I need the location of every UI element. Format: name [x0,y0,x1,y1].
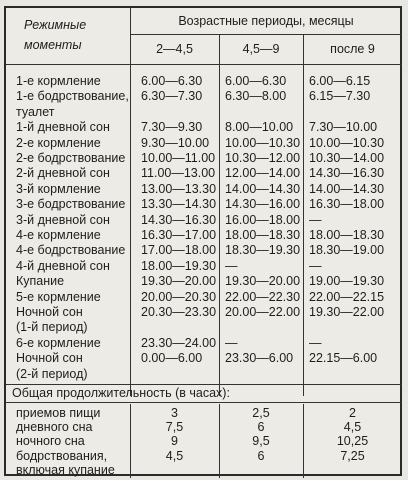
row-value-period-1: 10.00—11.00 [141,151,216,165]
row-value-period-1: 17.00—18.00 [141,243,217,258]
row-value-period-1: 9.30—10.00 [141,135,210,150]
summary-title: Общая продолжительность (в часах): [12,386,230,400]
row-value-period-1: 20.00—20.30 [141,289,217,304]
row-value-period-2: 23.30—6.00 [225,351,294,366]
row-value-period-2: 10.30—12.00 [225,151,301,165]
row-value-period-1: 6.00—6.30 [141,74,203,88]
row-value-period-2: 20.00—22.00 [225,305,301,319]
row-label: 2-й дневной сон [16,166,110,181]
header-group-title: Возрастные периоды, месяцы [178,14,354,28]
row-value-period-3: 22.15—6.00 [309,351,378,366]
row-value-period-1: 23.30—24.00 [141,335,217,350]
header-bottom-line [6,64,402,65]
summary-value-period-2: 2,5 [252,406,270,420]
row-value-period-2: — [225,335,238,350]
row-value-period-3: 14.00—14.30 [309,181,385,196]
header-col1-line2: моменты [24,38,82,52]
row-label: 4-е бодрствование [16,243,126,258]
row-label: 3-й дневной сон [16,212,110,227]
row-label: 1-е бодрствование, [16,89,129,104]
row-label: 5-е кормление [16,289,101,304]
row-value-period-3: 6.00—6.15 [309,74,371,88]
row-value-period-1: 11.00—13.00 [141,166,216,181]
row-label: Ночной сон [16,305,83,319]
row-value-period-1: 13.00—13.30 [141,181,217,196]
row-value-period-2: 6.00—6.30 [225,74,287,88]
row-value-period-3: 16.30—18.00 [309,197,385,212]
row-value-period-3: — [309,335,322,350]
row-label: 4-й дневной сон [16,258,110,273]
row-label: (2-й период) [16,366,88,381]
row-label: 4-е кормление [16,228,101,242]
row-value-period-2: 18.00—18.30 [225,228,301,242]
row-value-period-2: 10.00—10.30 [225,135,301,150]
column-divider [303,34,304,396]
summary-value-period-2: 6 [257,420,265,435]
row-value-period-2: 18.30—19.30 [225,243,301,258]
row-label: 2-е кормление [16,135,101,150]
row-label: Ночной сон [16,351,83,366]
row-value-period-3: 22.00—22.15 [309,289,385,304]
row-label: Купание [16,274,65,289]
column-divider [219,34,220,396]
row-value-period-1: 20.30—23.30 [141,305,217,319]
summary-value-period-3: 2 [349,406,356,420]
row-value-period-2: 22.00—22.30 [225,289,301,304]
row-value-period-1: 7.30—9.30 [141,120,203,135]
summary-label: дневного сна [16,420,93,435]
row-label: 6-е кормление [16,335,101,350]
row-label: (1-й период) [16,320,88,335]
row-value-period-2: 14.00—14.30 [225,181,301,196]
row-value-period-2: 14.30—16.00 [225,197,301,212]
row-value-period-3: 19.00—19.30 [309,274,385,289]
row-label: 1-е кормление [16,74,101,88]
summary-value-period-3: 4,5 [343,420,362,435]
row-value-period-3: 19.30—22.00 [309,305,385,319]
row-value-period-2: 19.30—20.00 [225,274,301,289]
row-value-period-1: 16.30—17.00 [141,228,217,242]
row-value-period-3: — [309,258,322,273]
summary-value-period-3: 7,25 [340,448,365,463]
row-value-period-1: 18.00—19.30 [141,258,217,273]
summary-value-period-3: 10,25 [336,434,369,449]
row-value-period-2: 6.30—8.00 [225,89,287,104]
row-value-period-3: 18.30—19.00 [309,243,385,258]
row-value-period-1: 13.30—14.30 [141,197,217,212]
column-divider [130,8,131,396]
row-value-period-3: 10.00—10.30 [309,135,385,150]
header-subline [130,34,402,35]
row-value-period-2: 8.00—10.00 [225,120,294,135]
summary-value-period-2: 6 [257,448,265,463]
header-period-1: 2—4,5 [156,42,193,56]
row-value-period-2: 12.00—14.00 [225,166,301,181]
summary-value-period-1: 4,5 [165,448,184,463]
summary-label: включая купание [16,462,115,477]
row-value-period-3: 7.30—10.00 [309,120,378,135]
summary-label: приемов пищи [16,406,101,420]
summary-value-period-1: 3 [171,406,178,420]
summary-value-period-2: 9,5 [252,434,270,449]
row-value-period-2: — [225,258,238,273]
row-value-period-1: 14.30—16.30 [141,212,217,227]
summary-value-period-1: 7,5 [165,420,184,435]
row-label: 1-й дневной сон [16,120,110,135]
row-value-period-1: 19.30—20.00 [141,274,217,289]
row-label: 2-е бодрствование [16,151,126,165]
header-period-3: после 9 [330,42,375,56]
row-value-period-3: 14.30—16.30 [309,166,385,181]
row-label: 3-е бодрствование [16,197,126,212]
row-value-period-3: 6.15—7.30 [309,89,371,104]
row-value-period-3: — [309,212,322,227]
row-value-period-1: 0.00—6.00 [141,351,203,366]
row-value-period-2: 16.00—18.00 [225,212,301,227]
summary-label: ночного сна [16,434,85,449]
row-value-period-3: 10.30—14.00 [309,151,385,165]
summary-label: бодрствования, [16,448,108,463]
header-col1-line1: Режимные [24,18,87,32]
summary-value-period-1: 9 [171,434,178,449]
header-period-2: 4,5—9 [242,42,280,56]
summary-title-line [6,402,402,403]
row-label: туалет [16,104,55,119]
row-value-period-1: 6.30—7.30 [141,89,203,104]
row-label: 3-й кормление [16,181,101,196]
row-value-period-3: 18.00—18.30 [309,228,385,242]
schedule-table [4,6,402,476]
body-bottom-line [6,384,402,385]
